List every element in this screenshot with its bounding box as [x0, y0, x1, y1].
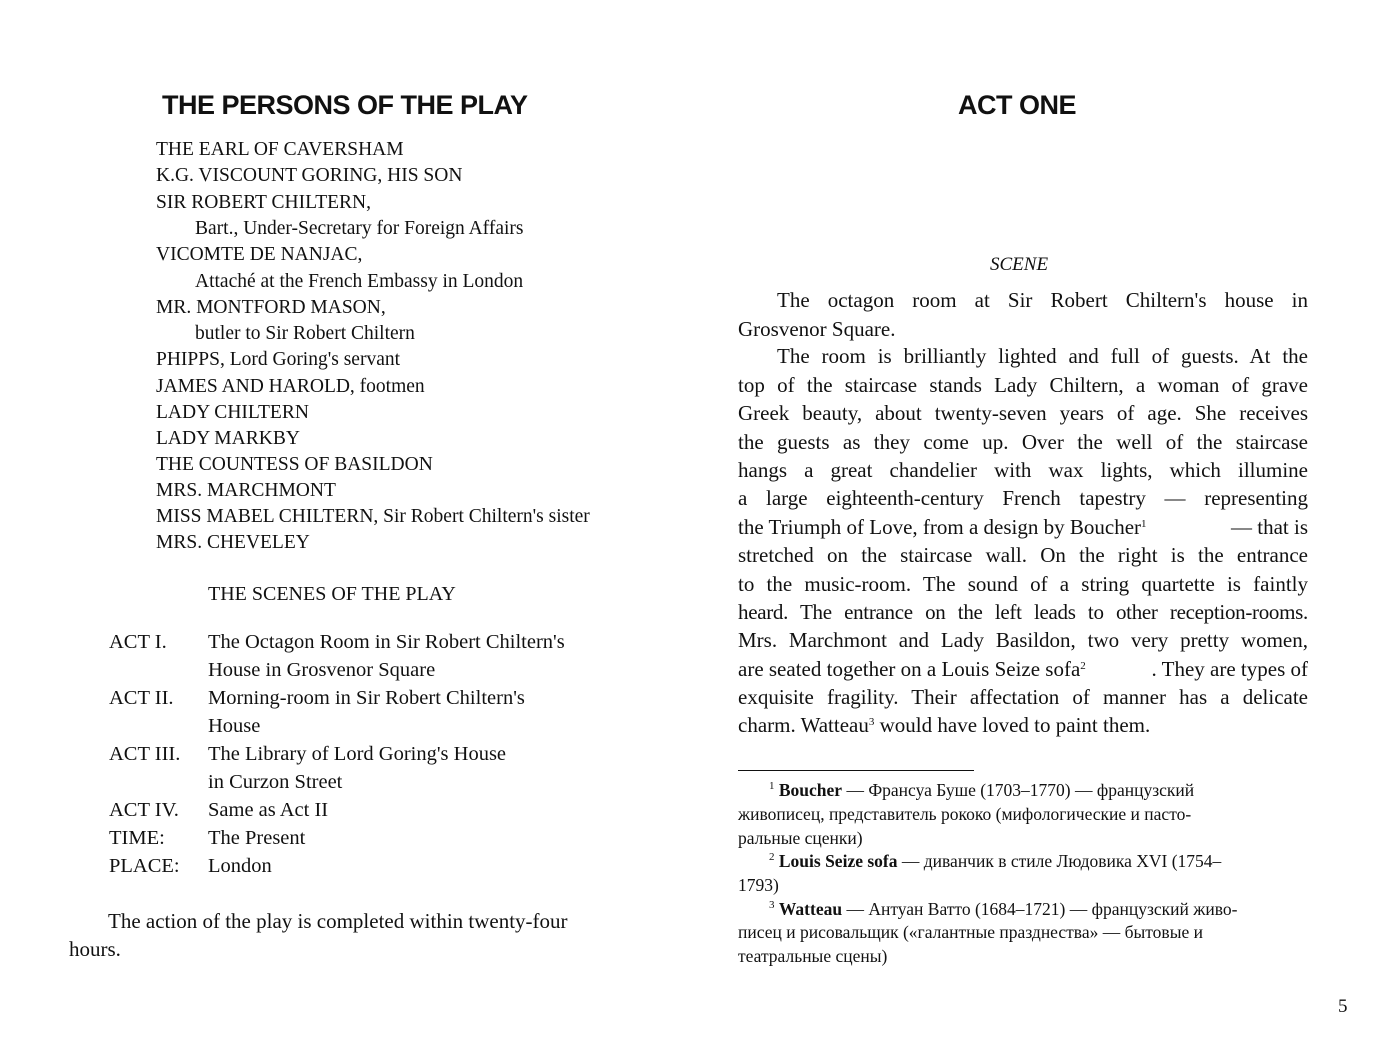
paragraph-line: the Triumph of Love, from a design by Boucher$^1$ — that is	[738, 515, 1308, 539]
act-description: Morning-room in Sir Robert Chiltern's	[208, 687, 525, 709]
paragraph-line: hangs a great chandelier with wax lights, which illumine	[738, 458, 1308, 482]
footnote-line: живописец, представитель рококо (мифологические и пасто-	[738, 804, 1192, 824]
closing-line: The action of the play is completed within twenty-four	[108, 909, 568, 933]
act-description: The Library of Lord Goring's House	[208, 743, 507, 765]
footnote-ref-3[interactable]: 3	[868, 716, 875, 728]
footnote-3: $^3$ Watteau — Антуан Ватто (1684–1721) — французский живо-	[769, 899, 1238, 919]
act-description: London	[208, 855, 272, 877]
person-line: MISS MABEL CHILTERN, Sir Robert Chiltern's sister	[156, 506, 590, 527]
act-label: ACT III.	[109, 743, 181, 765]
paragraph-line: Grosvenor Square.	[738, 317, 896, 341]
act-description: Same as Act II	[208, 799, 329, 821]
paragraph-line: The octagon room at Sir Robert Chiltern's house in	[777, 288, 1308, 312]
closing-line: hours.	[69, 937, 121, 961]
paragraph-line: Greek beauty, about twenty-seven years of age. She receives	[738, 401, 1308, 425]
act-label: ACT I.	[109, 631, 167, 653]
paragraph-line: are seated together on a Louis Seize sofa$^2$ . They are types of	[738, 657, 1308, 681]
paragraph-line: The room is brilliantly lighted and full of guests. At the	[777, 344, 1308, 368]
act-description: in Curzon Street	[208, 771, 343, 793]
person-line: JAMES AND HAROLD, footmen	[156, 376, 425, 397]
person-description: Attaché at the French Embassy in London	[195, 271, 524, 292]
paragraph-line: exquisite fragility. Their affectation of manner has a delicate	[738, 685, 1308, 709]
act-description: The Present	[208, 827, 306, 849]
footnote-line: театральные сцены)	[738, 946, 888, 966]
person-description: Bart., Under-Secretary for Foreign Affairs	[195, 218, 524, 239]
footnote-ref-1[interactable]: 1	[1141, 518, 1147, 530]
footnote-divider	[738, 770, 974, 771]
person-line: THE EARL OF CAVERSHAM	[156, 139, 404, 160]
footnote-line: 1793)	[738, 875, 779, 895]
paragraph-line: to the music-room. The sound of a string quartette is faintly	[738, 572, 1308, 596]
person-line: PHIPPS, Lord Goring's servant	[156, 349, 401, 370]
person-line: MRS. CHEVELEY	[156, 532, 310, 553]
paragraph-line: heard. The entrance on the left leads to other reception-rooms.	[738, 600, 1308, 624]
paragraph-line: charm. Watteau$^3$ would have loved to paint them.	[738, 713, 1151, 737]
act-label: ACT II.	[109, 687, 174, 709]
persons-heading: THE PERSONS OF THE PLAY	[162, 90, 528, 120]
paragraph-line: a large eighteenth-century French tapestry — representing	[738, 486, 1308, 510]
act-label: PLACE:	[109, 855, 180, 877]
person-line: MRS. MARCHMONT	[156, 480, 336, 501]
person-line: VICOMTE DE NANJAC,	[156, 244, 363, 265]
paragraph-line: stretched on the staircase wall. On the right is the entrance	[738, 543, 1308, 567]
person-description: butler to Sir Robert Chiltern	[195, 323, 415, 344]
paragraph-line: top of the staircase stands Lady Chiltern, a woman of grave	[738, 373, 1308, 397]
footnote-2: $^2$ Louis Seize sofa — диванчик в стиле Людовика XVI (1754–	[769, 851, 1222, 871]
person-line: MR. MONTFORD MASON,	[156, 297, 386, 318]
act-description: The Octagon Room in Sir Robert Chiltern's	[208, 631, 565, 653]
scenes-heading: THE SCENES OF THE PLAY	[208, 583, 456, 605]
person-line: LADY CHILTERN	[156, 402, 309, 423]
act-description: House	[208, 715, 261, 737]
person-line: THE COUNTESS OF BASILDON	[156, 454, 433, 475]
footnote-line: ральные сценки)	[738, 828, 863, 848]
scene-label: SCENE	[990, 254, 1049, 275]
act-description: House in Grosvenor Square	[208, 659, 436, 681]
footnote-1: $^1$ Boucher — Франсуа Буше (1703–1770) — французский	[769, 780, 1195, 800]
person-line: K.G. VISCOUNT GORING, HIS SON	[156, 165, 463, 186]
paragraph-line: the guests as they come up. Over the well of the staircase	[738, 430, 1308, 454]
footnote-line: писец и рисовальщик («галантные празднества» — бытовые и	[738, 922, 1203, 942]
act-label: TIME:	[109, 827, 165, 849]
person-line: LADY MARKBY	[156, 428, 300, 449]
paragraph-line: Mrs. Marchmont and Lady Basildon, two very pretty women,	[738, 628, 1308, 652]
footnote-ref-2[interactable]: 2	[1080, 660, 1086, 672]
person-line: SIR ROBERT CHILTERN,	[156, 192, 371, 213]
act-label: ACT IV.	[109, 799, 179, 821]
act-heading: ACT ONE	[958, 90, 1076, 120]
page-number: 5	[1338, 996, 1348, 1017]
